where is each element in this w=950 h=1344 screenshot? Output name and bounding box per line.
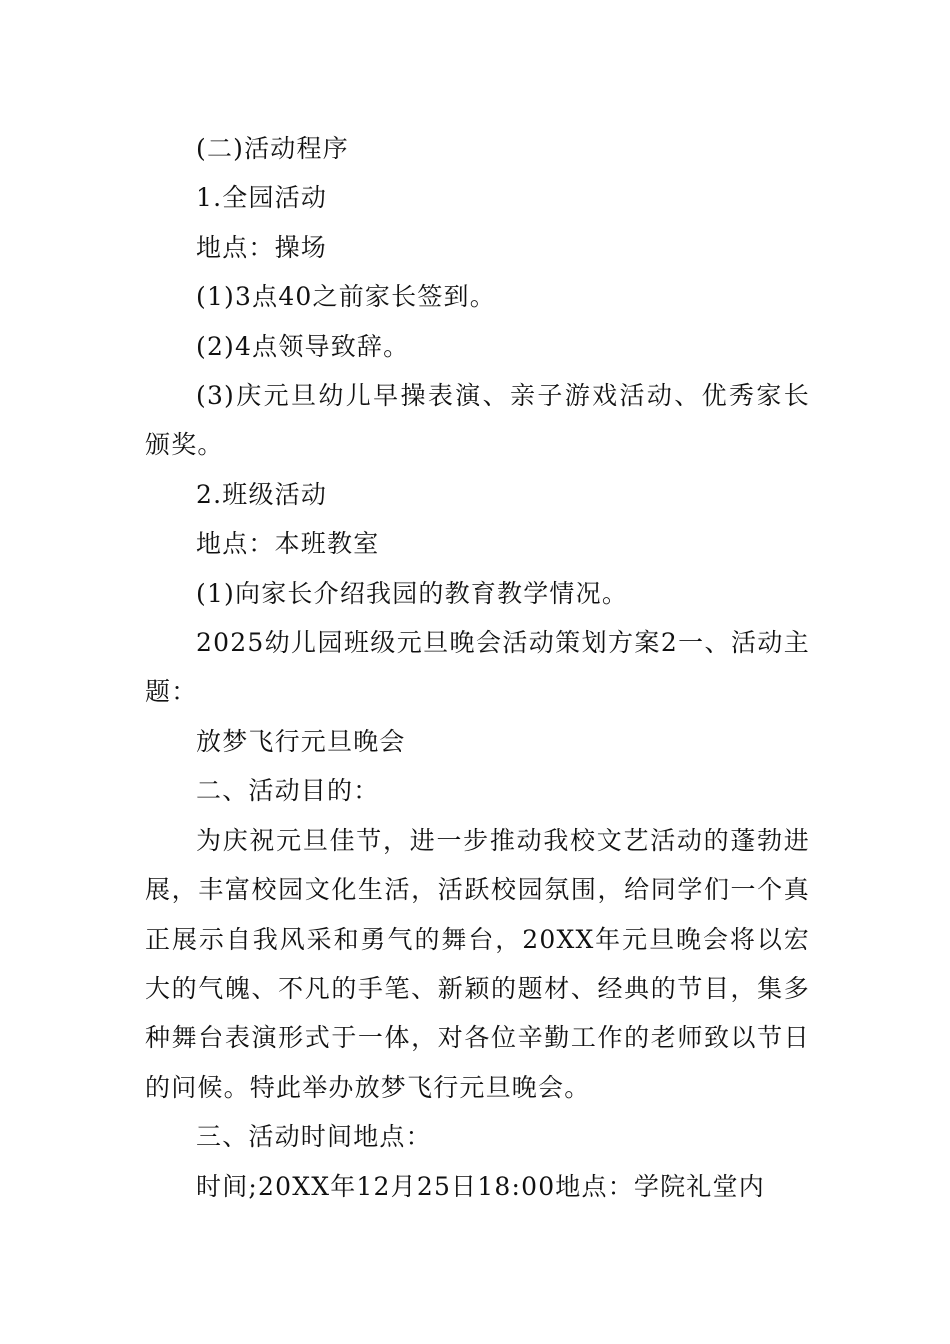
subheading-school-activity: 1.全园活动 [196,183,328,213]
list-item-sign-in: (1)3点40之前家长签到。 [196,282,496,312]
time-place-text: 时间;20XX年12月25日18:00地点：学院礼堂内 [196,1171,765,1201]
purpose-body-paragraph: 为庆祝元旦佳节，进一步推动我校文艺活动的蓬勃进展，丰富校园文化生活，活跃校园氛围，给同学们一个真正展示自我风采和勇气的舞台，20XX年元旦晚会将以宏大的气魄、不凡的手笔、新颖的题材、经典的节目，集多种舞台表演形式于一体，对各位辛勤工作的老师致以节日的问候。特此举办放梦飞行元旦晚会。 [145,825,810,1102]
document-body [145,124,810,1211]
section-heading-time-place: 三、活动时间地点： [196,1122,432,1152]
list-item-introduction: (1)向家长介绍我园的教育教学情况。 [196,578,629,608]
section-heading-activity-procedure: (二)活动程序 [196,134,349,163]
section-heading-purpose: 二、活动目的： [196,776,380,806]
list-item-performance: (3)庆元旦幼儿早操表演、亲子游戏活动、优秀家长颁奖。 [145,381,810,460]
location-playground: 地点：操场 [196,232,328,262]
subheading-class-activity: 2.班级活动 [196,479,328,509]
plan-two-theme-heading: 2025幼儿园班级元旦晚会活动策划方案2一、活动主题： [145,628,810,707]
location-classroom: 地点：本班教室 [196,529,380,559]
list-item-speech: (2)4点领导致辞。 [196,331,410,361]
theme-text: 放梦飞行元旦晚会 [196,726,406,756]
